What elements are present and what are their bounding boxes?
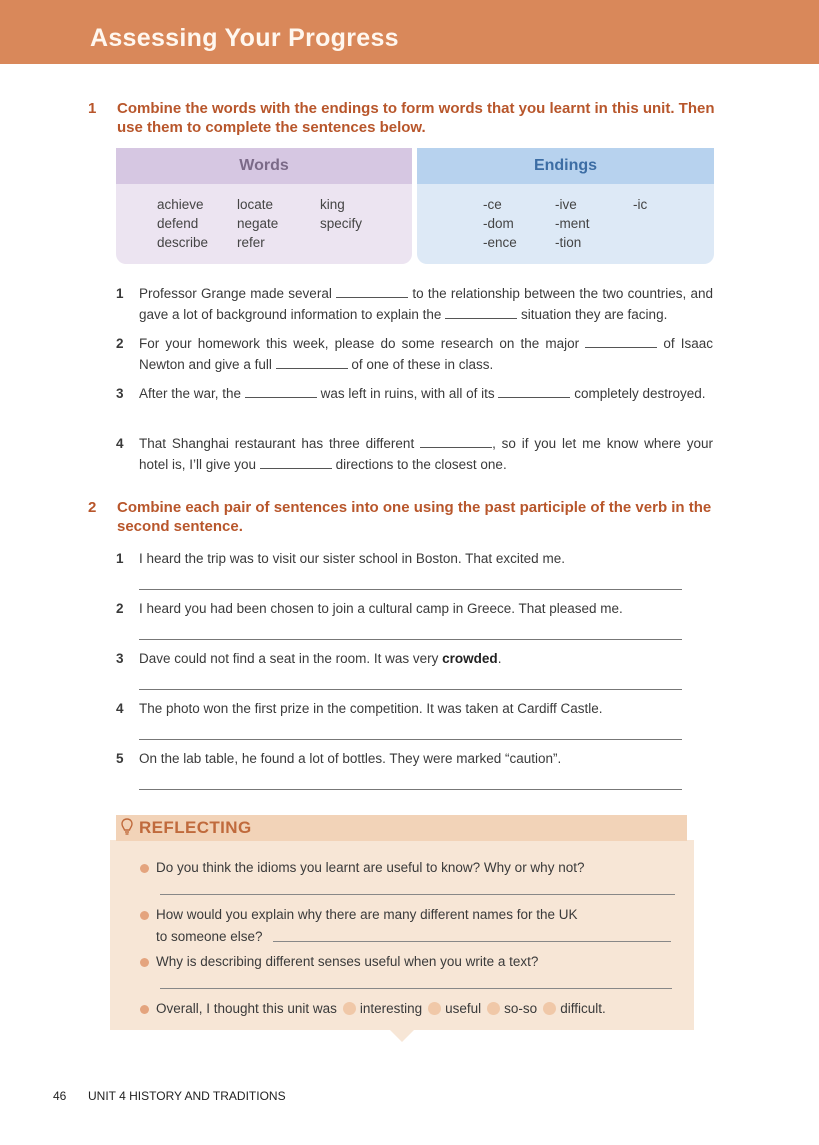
- answer-blank[interactable]: [420, 435, 492, 448]
- option-label: interesting: [359, 1001, 423, 1016]
- answer-line[interactable]: [139, 739, 682, 740]
- word-item: specify: [320, 216, 363, 231]
- item-text: On the lab table, he found a lot of bottles. They were marked “caution”.: [139, 751, 562, 766]
- word-item: achieve: [157, 197, 204, 212]
- question-text: situation they are facing.: [520, 307, 668, 322]
- section-2-number: 2: [88, 499, 97, 516]
- word-item: describe: [157, 235, 209, 250]
- words-table: [116, 148, 412, 264]
- exercise-2-item-1: [116, 548, 716, 570]
- page-banner: [0, 0, 819, 64]
- question-text: That Shanghai restaurant has three different: [139, 436, 415, 451]
- exercise-2-item-3: [116, 648, 716, 670]
- answer-blank[interactable]: [276, 356, 348, 369]
- question-3: [116, 383, 716, 427]
- ending-item: -tion: [555, 235, 582, 250]
- question-text: of one of these in class.: [351, 357, 494, 372]
- lightbulb-icon: [121, 818, 133, 836]
- reflect-question-4: [156, 998, 676, 1019]
- reflect-question-4-text: Overall, I thought this unit was: [156, 1001, 337, 1016]
- question-number: 3: [116, 386, 124, 401]
- section-2-instruction: Combine each pair of sentences into one using the past participle of the verb in the second sentence.: [117, 499, 712, 535]
- item-number: 3: [116, 651, 124, 666]
- option-label: so-so: [504, 1001, 538, 1016]
- exercise-2-item-5: [116, 748, 716, 770]
- answer-line[interactable]: [139, 589, 682, 590]
- exercise-2-item-4: [116, 698, 716, 720]
- answer-blank[interactable]: [336, 285, 408, 298]
- answer-line[interactable]: [139, 689, 682, 690]
- answer-blank[interactable]: [498, 385, 570, 398]
- item-bold-word: crowded: [442, 651, 498, 666]
- panel-pointer: [390, 1030, 414, 1042]
- answer-blank[interactable]: [585, 335, 657, 348]
- question-number: 2: [116, 336, 124, 351]
- answer-line[interactable]: [273, 941, 671, 942]
- answer-line[interactable]: [160, 894, 675, 895]
- question-text: of Isaac Newton and give a full: [139, 336, 713, 372]
- word-item: refer: [237, 235, 265, 250]
- question-4: [116, 433, 716, 477]
- word-item: defend: [157, 216, 199, 231]
- ending-item: -ence: [483, 235, 517, 250]
- question-text: For your homework this week, please do some research on the major: [139, 336, 580, 351]
- reflect-question-2: How would you explain why there are many different names for the UK: [156, 907, 578, 922]
- unit-label: UNIT 4 HISTORY AND TRADITIONS: [88, 1089, 286, 1103]
- ending-item: -ive: [555, 197, 577, 212]
- reflect-question-2-cont: to someone else?: [156, 929, 263, 944]
- reflect-question-1: Do you think the idioms you learnt are useful to know? Why or why not?: [156, 860, 585, 875]
- ending-item: -ce: [483, 197, 502, 212]
- question-text: Professor Grange made several: [139, 286, 332, 301]
- section-1-number: 1: [88, 100, 97, 117]
- bullet-icon: [140, 1005, 149, 1014]
- question-text: to the relationship between the two countries, and gave a lot of background information to explain the: [139, 286, 713, 322]
- item-number: 5: [116, 751, 124, 766]
- bullet-icon: [140, 911, 149, 920]
- endings-table: [417, 148, 714, 264]
- bullet-icon: [140, 958, 149, 967]
- answer-line[interactable]: [139, 789, 682, 790]
- question-text: , so if you let me know where your hotel is, I’ll give you: [139, 436, 713, 472]
- option-radio[interactable]: [343, 1002, 356, 1015]
- question-text: was left in ruins, with all of its: [320, 386, 495, 401]
- item-number: 4: [116, 701, 124, 716]
- item-number: 2: [116, 601, 124, 616]
- item-text: The photo won the first prize in the competition. It was taken at Cardiff Castle.: [139, 701, 603, 716]
- answer-blank[interactable]: [260, 456, 332, 469]
- endings-header: Endings: [417, 148, 714, 184]
- word-item: negate: [237, 216, 279, 231]
- option-radio[interactable]: [487, 1002, 500, 1015]
- option-label: useful: [445, 1001, 482, 1016]
- reflecting-title: REFLECTING: [139, 818, 252, 837]
- question-text: completely destroyed.: [574, 386, 706, 401]
- question-number: 1: [116, 286, 124, 301]
- section-1-heading: [88, 99, 728, 139]
- question-2: [116, 333, 716, 377]
- exercise-2-item-2: [116, 598, 716, 620]
- item-number: 1: [116, 551, 124, 566]
- item-text: I heard you had been chosen to join a cultural camp in Greece. That pleased me.: [139, 601, 623, 616]
- option-radio[interactable]: [428, 1002, 441, 1015]
- question-1: [116, 283, 716, 327]
- bullet-icon: [140, 864, 149, 873]
- section-1-instruction: Combine the words with the endings to form words that you learnt in this unit. Then use them to complete the sentences below.: [117, 100, 715, 136]
- reflect-question-3: Why is describing different senses useful when you write a text?: [156, 954, 539, 969]
- word-item: locate: [237, 197, 274, 212]
- option-radio[interactable]: [543, 1002, 556, 1015]
- item-text: I heard the trip was to visit our sister school in Boston. That excited me.: [139, 551, 565, 566]
- ending-item: -ic: [633, 197, 648, 212]
- word-item: king: [320, 197, 345, 212]
- words-header: Words: [116, 148, 412, 184]
- option-label: difficult.: [560, 1001, 606, 1016]
- item-text: Dave could not find a seat in the room. It was very: [139, 651, 439, 666]
- question-number: 4: [116, 436, 124, 451]
- page-number: 46: [53, 1089, 67, 1103]
- answer-line[interactable]: [160, 988, 672, 989]
- question-text: directions to the closest one.: [335, 457, 507, 472]
- ending-item: -dom: [483, 216, 514, 231]
- ending-item: -ment: [555, 216, 590, 231]
- section-2-heading: [88, 498, 728, 538]
- page-title: Assessing Your Progress: [90, 24, 399, 52]
- answer-blank[interactable]: [245, 385, 317, 398]
- answer-line[interactable]: [139, 639, 682, 640]
- question-text: After the war, the: [139, 386, 242, 401]
- item-text: .: [497, 651, 502, 666]
- answer-blank[interactable]: [445, 306, 517, 319]
